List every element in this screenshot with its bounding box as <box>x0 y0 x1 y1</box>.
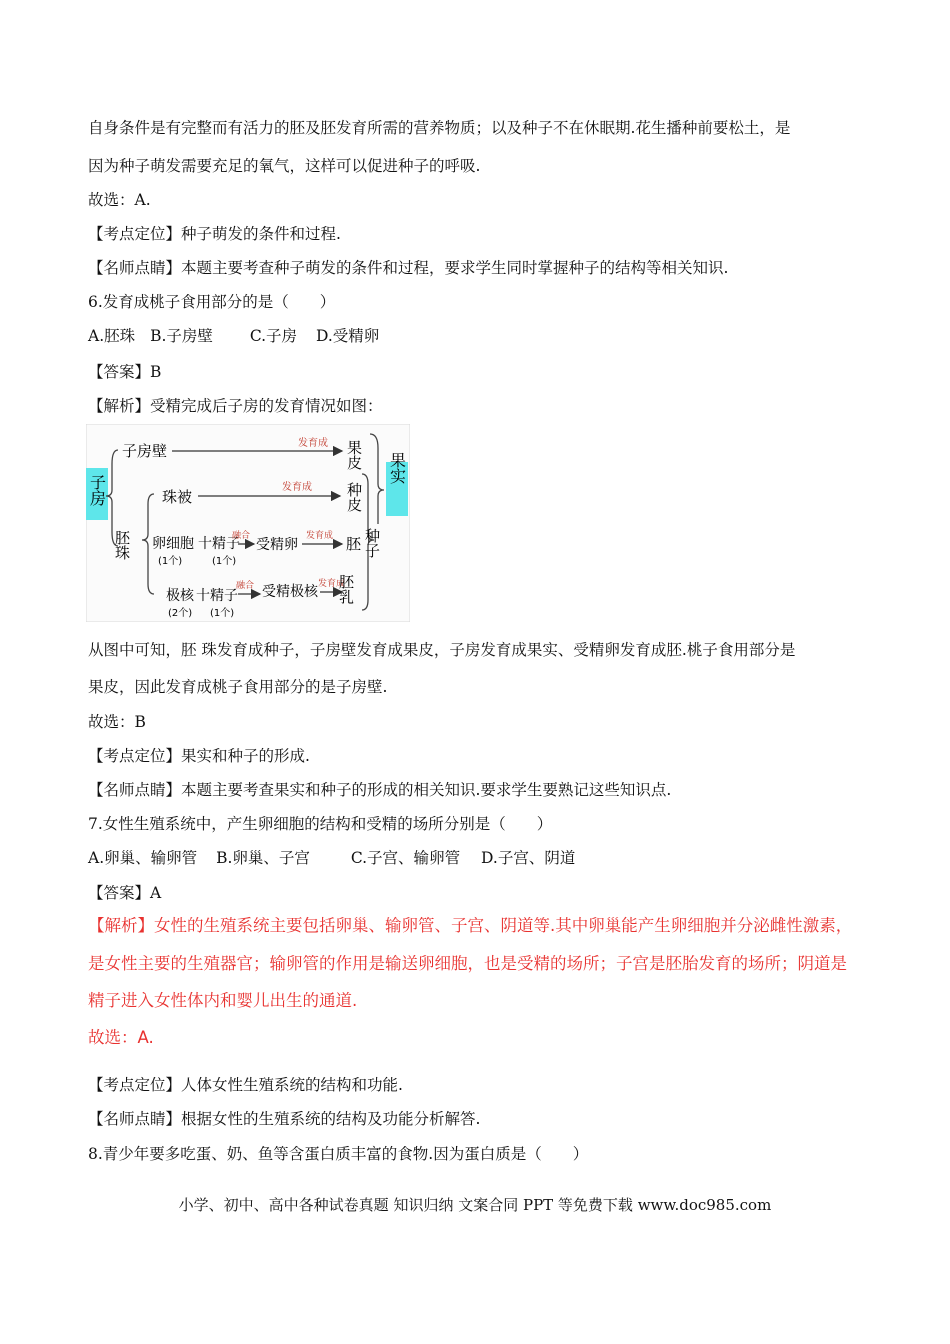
diagram-arrow-label: 发育成 <box>318 579 346 589</box>
question-6-options <box>88 326 379 346</box>
diagram-fuse-label: 融合 <box>236 581 255 591</box>
diagram-seed: 种子 <box>363 528 381 558</box>
option-d: D.受精卵 <box>316 327 380 345</box>
question-6: 6.发育成桃子食用部分的是（ ） <box>88 293 336 311</box>
diagram-endosperm: 胚乳 <box>337 574 355 604</box>
diagram-plus: 十 <box>198 536 212 552</box>
page-footer: 小学、初中、高中各种试卷真题 知识归纳 文案合同 PPT 等免费下载 www.doc985.com <box>178 1196 772 1214</box>
question-7: 7.女性生殖系统中，产生卵细胞的结构和受精的场所分别是（ ） <box>88 815 553 833</box>
answer-6: 【答案】B <box>88 363 162 381</box>
text-line: 【名师点睛】根据女性的生殖系统的结构及功能分析解答. <box>88 1110 481 1128</box>
text-line: 【考点定位】果实和种子的形成. <box>88 747 310 765</box>
diagram-arrow-label: 发育成 <box>298 438 328 449</box>
diagram-egg-count: (1个) <box>158 556 183 567</box>
text-line: 果皮，因此发育成桃子食用部分的是子房壁. <box>88 678 388 696</box>
option-c: C.子房 <box>249 327 298 345</box>
diagram-egg: 卵细胞 <box>152 536 194 552</box>
explanation-7: 【解析】女性的生殖系统主要包括卵巢、输卵管、子宫、阴道等.其中卵巢能产生卵细胞并分泌雌性激素， <box>88 916 853 935</box>
explanation-7: 精子进入女性体内和婴儿出生的通道. <box>88 991 358 1010</box>
question-7-options <box>88 848 575 868</box>
option-a: A.胚珠 <box>88 327 136 345</box>
diagram-sperm-count: (1个) <box>210 608 235 619</box>
diagram-arrow-label: 发育成 <box>282 482 312 493</box>
answer-7: 【答案】A <box>88 884 162 902</box>
option-b: B.卵巢、子宫 <box>216 849 310 867</box>
diagram-pericarp: 果皮 <box>345 440 363 470</box>
text-line: 故选：B <box>88 713 146 731</box>
diagram-fertilized-polar: 受精极核 <box>262 584 318 600</box>
option-b: B.子房壁 <box>150 327 213 345</box>
text-line: 【名师点睛】本题主要考查种子萌发的条件和过程，要求学生同时掌握种子的结构等相关知识. <box>88 259 729 277</box>
text-line: 因为种子萌发需要充足的氧气，这样可以促进种子的呼吸. <box>88 157 481 175</box>
text-line: 从图中可知，胚 珠发育成种子，子房壁发育成果皮，子房发育成果实、受精卵发育成胚.桃子食用部分是 <box>88 641 796 659</box>
diagram-sperm: 精子 <box>212 536 240 552</box>
diagram-fruit: 果实 <box>387 452 407 484</box>
diagram-integument: 珠被 <box>162 488 193 506</box>
explanation-6: 【解析】受精完成后子房的发育情况如图： <box>88 397 383 415</box>
text-line: 【考点定位】人体女性生殖系统的结构和功能. <box>88 1076 403 1094</box>
diagram-ovary: 子房 <box>87 474 107 506</box>
diagram-sperm-count: (1个) <box>212 556 237 567</box>
diagram-sperm: 精子 <box>210 588 238 604</box>
diagram-fuse-label: 融合 <box>232 531 251 541</box>
diagram-embryo: 胚 <box>346 535 362 553</box>
diagram-ovary-wall: 子房壁 <box>122 442 168 460</box>
text-line: 【名师点睛】本题主要考查果实和种子的形成的相关知识.要求学生要熟记这些知识点. <box>88 781 672 799</box>
explanation-7: 是女性主要的生殖器官；输卵管的作用是输送卵细胞，也是受精的场所；子宫是胚胎发育的场所；阴道是 <box>88 954 847 973</box>
ovary-development-diagram <box>86 424 410 622</box>
option-c: C.子宫、输卵管 <box>350 849 461 867</box>
diagram-plus: 十 <box>196 588 210 604</box>
diagram-zygote: 受精卵 <box>256 537 298 553</box>
diagram-polar-count: (2个) <box>168 608 193 619</box>
explanation-7-choice: 故选：A. <box>88 1028 154 1047</box>
text-line: 自身条件是有完整而有活力的胚及胚发育所需的营养物质；以及种子不在休眠期.花生播种前要松土，是 <box>88 119 791 137</box>
question-8: 8.青少年要多吃蛋、奶、鱼等含蛋白质丰富的食物.因为蛋白质是（ ） <box>88 1145 589 1163</box>
text-line: 故选：A. <box>88 191 151 209</box>
diagram-seed-coat: 种皮 <box>345 482 363 512</box>
text-line: 【考点定位】种子萌发的条件和过程. <box>88 225 341 243</box>
diagram-arrow-label: 发育成 <box>306 531 334 541</box>
option-d: D.子宫、阴道 <box>481 849 576 867</box>
diagram-polar: 极核 <box>166 588 194 604</box>
diagram-ovule: 胚珠 <box>113 530 131 560</box>
option-a: A.卵巢、输卵管 <box>88 849 198 867</box>
